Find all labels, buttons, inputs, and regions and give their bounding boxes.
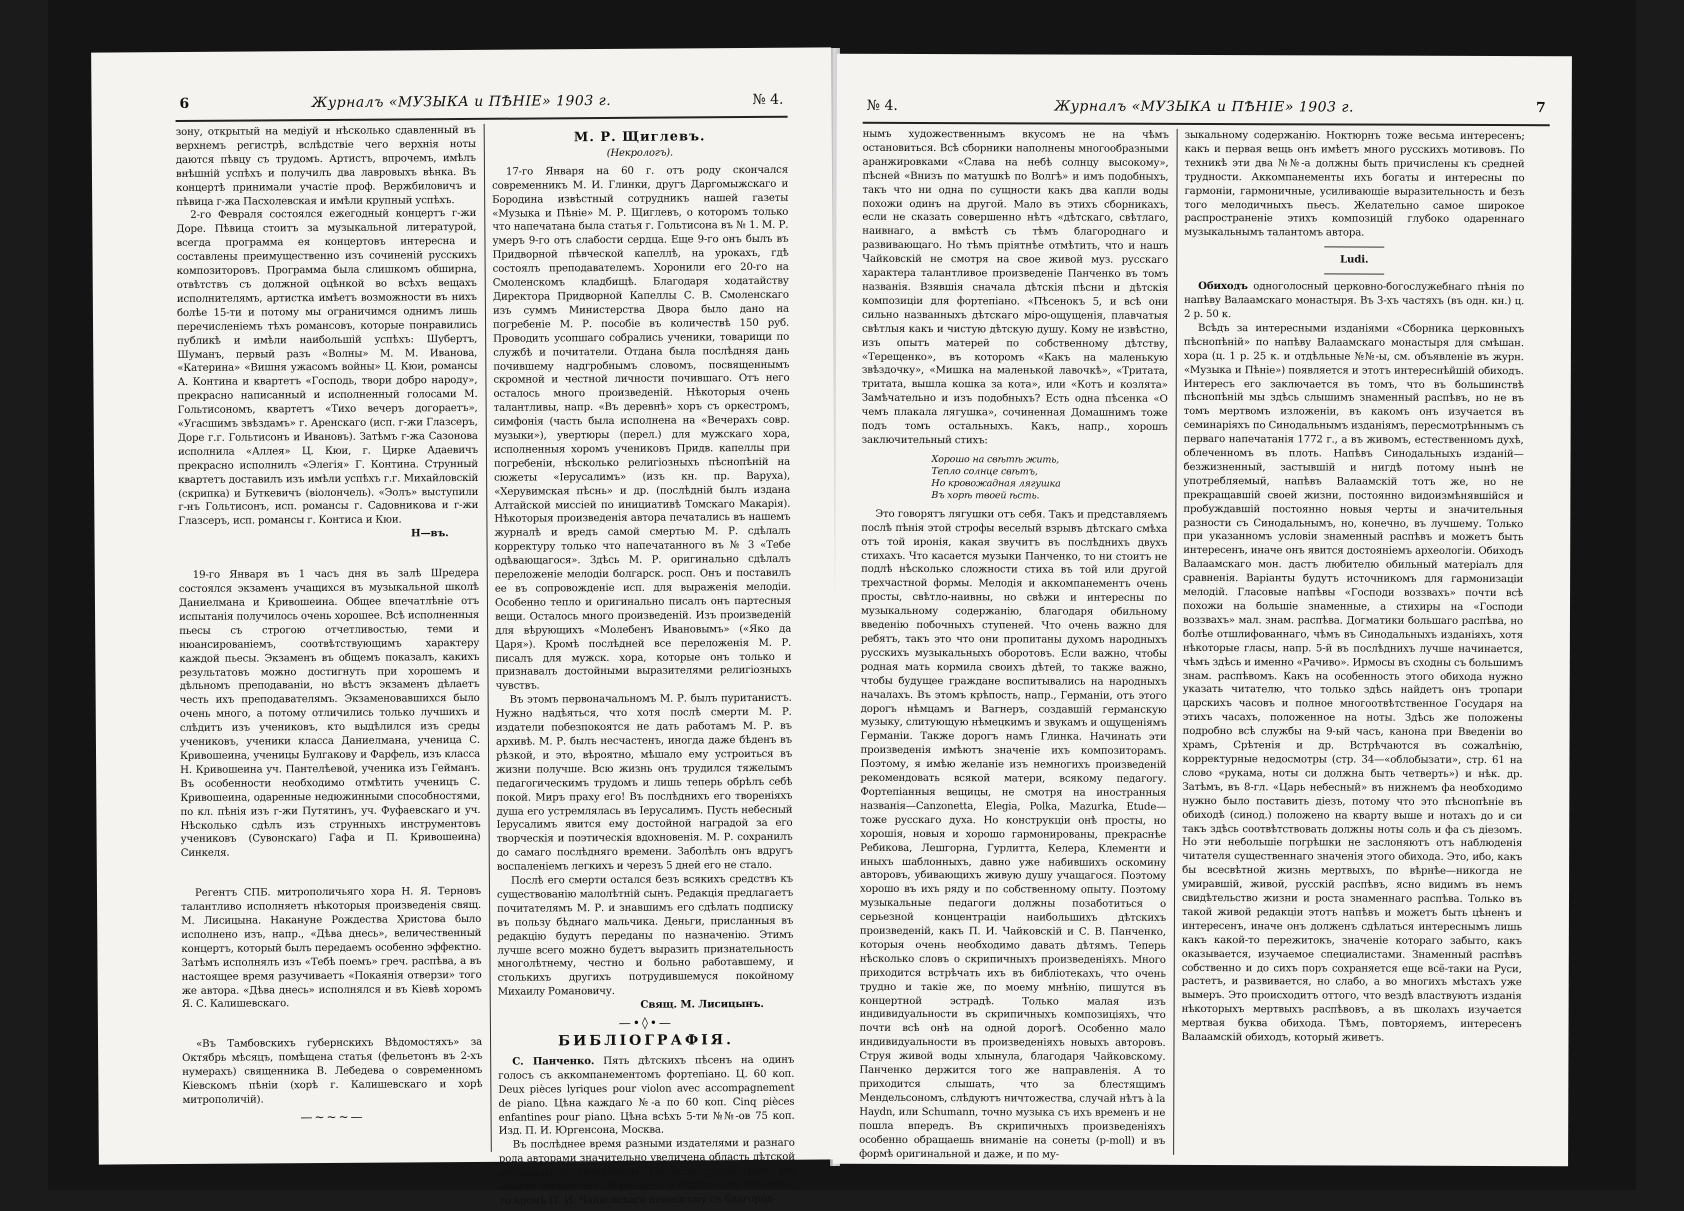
issue-number: № 4. — [752, 91, 784, 108]
column-divider — [484, 124, 492, 1152]
page-number: 6 — [179, 95, 190, 112]
paragraph: зону, открытый на медіуй и нѣсколько сдавленный въ верхнемъ регистрѣ, вслѣдствіе чего верхнія ноты даются пѣвцу съ трудомъ. Артистъ, впрочемъ, имѣлъ внѣшній успѣхъ и получилъ два лавровыхъ вѣнка. Въ концертѣ принимали участіе проф. Вержбиловичъ и пѣвица г-жа Пасхолевская и имѣли крупный успѣхъ. — [175, 124, 477, 208]
left-column-2 — [492, 122, 796, 1207]
bibliography-author: С. Панченко. — [512, 1055, 595, 1068]
right-page — [833, 54, 1572, 1167]
paragraph: 2-го Февраля состоялся ежегодный концертъ г-жи Доре. Пѣвица стоитъ за музыкальной литературой, всегда программа ея концертовъ интересна и составлены преимущественно изъ сочиненій русскихъ композиторовъ. Программа была слишкомъ обширна, отвѣтствъ съ должной оцѣнкой во всѣхъ вещахъ исполнителямъ, артистка имѣетъ возможности въ нихъ болѣе 15-ти и потому мы ограничимся однимъ лишь перечисленіемъ тѣхъ романсовъ, которые понравились публикѣ и имѣли наибольшій успѣхъ: Шубертъ, Шуманъ, первый разъ «Волны» М. М. Иванова, «Катерина» «Вишня ужасомъ войны» Ц. Кюи, романсы А. Контина и квартетъ «Господь, твори добро народу», прекрасно написанный и исполненный голосами М. Гольтисономъ, квартетъ «Тихо вечеръ догораетъ», «Угасшимъ звѣздамъ» г. Аренскаго (исп. г-жи Глазсеръ, Доре г.г. Гольтисонъ и Ивановъ). Затѣмъ г-жа Сазонова исполнила «Аллея» Ц. Кюи, г. Цирке Адаевичъ прекрасно исполнилъ «Элегія» Г. Контина. Струнный квартетъ доставилъ изъ имѣли успѣхъ г.г. Михайловскій (скрипка) и Буткевичъ (віолончель). «Эолъ» выступили г-нъ Гольтисонъ, исп. романсы г. Садовникова и г-жи Глазсеръ, исп. романсы г. Контиса и Кюи. — [176, 208, 479, 528]
right-column-2 — [1181, 129, 1525, 1158]
poem-quote — [931, 454, 1167, 503]
paragraph: Это говорятъ лягушки отъ себя. Такъ и представляемъ послѣ пѣнія этой строфы веселый взрывъ дѣтскаго смѣха отъ той иронія, какая звучитъ въ послѣднихъ двухъ стихахъ. Что касается музыки Панченко, то ни стоитъ не подлѣ нѣсколько сложности стиха въ той или другой трехчастной формы. Мелодія и аккомпанементъ очень просты, свѣтло-наивны, но свѣжи и интересны по музыкальному содержанію, благодаря обильному введенію побочныхъ ступеней. Что очень важно для ребятъ, такъ это что они пропитаны духомъ народныхъ русскихъ музыкальныхъ оборотовъ. Если важно, чтобы родная мать кормила своихъ дѣтей, то также важно, чтобы будущее граждане воспитывались на народныхъ началахъ. Въ этомъ крѣпость, напр., Германіи, отъ этого дорогъ нѣмцамъ и Вагнеръ, создавшій германскую музыку, слитующую нѣмецкимъ и звукамъ и ощущеніямъ Германіи. Также дорогъ намъ Глинка. Начинать эти произведенія имѣютъ значеніе ихъ композиторамъ. Поэтому, я имѣю желаніе изъ немногихъ произведеній рекомендовать всякой матери, всякому педагогу. Фортепіанныя вещицы, не смотря на иностранныя названія—Canzonetta, Elegia, Polka, Mazurka, Etude—тоже русскаго духа. Но конструкціи онѣ просты, но хорошія, новыя и хорошо гармонированы, прекраснѣе Ребикова, Лешгорна, Гурлитта, Келера, Клементи и иныхъ шаблонныхъ, давно уже набившихъ оскомину авторовъ, убивающихъ живую душу учащагося. Поэтому хорошо въ ихъ ряду и по собственному опыту. Поэтому музыкальные педагоги должны позаботиться о серьезной концентраціи наибольшихъ дѣтскихъ произведеній, какъ П. И. Чайковскій и С. В. Панченко, которыя очень необходимо давать дѣтямъ. Теперь нѣсколько словъ о скрипичныхъ произведеніяхъ. Много приходится встрѣчать ихъ въ библіотекахъ, что очень трудно и такіе же, по моему мнѣнію, пишутся въ концертной эстрадѣ. Только малая изъ индивидуальности въ скрипичныхъ композиціяхъ, что почти всѣ онѣ на одной дорогѣ. Особенно мало индивидуальности въ произведеніяхъ новыхъ авторовъ. Струя живой воды хлынула, благодаря Чайковскому. Панченко держится того же направленія. А то приходится слышать, что за блестящимъ Мендельсономъ, слѣдуютъ ничтожества, случай нѣтъ à la Haydn, или Schumann, точно музыка съ ихъ временъ и не пошла впередъ. Въ скрипичныхъ произведеніяхъ особенно обращаешь вниманіе на сонеты (p-moll) и въ формѣ оригинальной и даже, и по му- — [859, 508, 1168, 1161]
bibliography-entry: Пять дѣтскихъ пѣсенъ на одинъ голосъ съ аккомпанементомъ фортепіано. Ц. 60 коп. Deux pièces lyriques pour violon avec accompagnement de piano. Цѣна каждаго №-а по 60 коп. Cinq pièces enfantines pour piano. Цѣна всѣхъ 5-ти №№-ов 75 коп. Изд. П. И. Юргенсона, Москва. — [498, 1054, 795, 1138]
paragraph: Въ этомъ первоначальномъ М. Р. былъ пуританистъ. Нужно надѣяться, что хотя послѣ смерти М. Р. издатели побезпокоятся не дать работамъ М. Р. въ архивѣ. М. Р. былъ несчастенъ, иногда даже бѣденъ въ рѣзкой, и это, вѣроятно, мѣшало ему устроиться въ жизни получше. Всю жизнь онъ трудился тяжелымъ педагогическимъ трудомъ и лишь теперь обрѣлъ себѣ покой. Миръ праху его! Въ послѣднихъ его твореніяхъ душа его устремлялась въ Іерусалимъ. Пусть небесный Іерусалимъ явится ему достойной наградой за его творческія и поэтическія вдохновенія. М. Р. сохранилъ до самаго послѣдняго времени. Заболѣлъ онъ вдругъ воспаленіемъ легкихъ и черезъ 5 дней его не стало. — [495, 692, 793, 873]
right-column-1 — [859, 128, 1169, 1161]
signature: Н—въ. — [410, 527, 449, 540]
bibliography-entry: одноголосный церковно-богослужебнаго пѣнія по напѣву Валаамскаго монастыря. Въ 3-хъ частяхъ (въ одн. кн.) ц. 2 р. 50 к. — [1184, 281, 1525, 321]
header-rule — [863, 122, 1550, 126]
bibliography-title: Обиходъ — [1198, 280, 1248, 293]
paragraph: Регентъ СПБ. митрополичьяго хора Н. Я. Терновъ талантливо исполняетъ нѣкоторыя произведенія свящ. М. Лисицына. Накануне Рождества Христова было исполнено изъ, напр., «Дѣва днесь», величественный концертъ, который былъ передаемъ особенно эффектно. Затѣмъ исполнялъ изъ «Тебѣ поемъ» греч. распѣва, а въ настоящее время разучиваетъ «Покаянія отверзи» того же автора. «Дѣва днесь» исполнялся и въ Кіевѣ хоромъ Я. С. Калишевскаго. — [181, 886, 482, 1011]
right-page-header — [837, 98, 1572, 123]
issue-number: № 4. — [866, 97, 898, 114]
left-page-header — [91, 91, 831, 118]
signature: Свящ. М. Лисицынъ. — [640, 998, 764, 1011]
poem-line: Тепло солнце свѣтъ, — [931, 465, 1038, 478]
left-column-1 — [176, 124, 483, 1156]
journal-title: Журналъ «МУЗЫКА и ПѢНІЕ» 1903 г. — [311, 92, 612, 112]
paragraph: Послѣ его смерти остался безъ всякихъ средствъ къ существованію малолѣтній сынъ. Редакція предлагаетъ почитателямъ М. Р. и знавшимъ его сдѣлать подписку въ пользу бѣднаго мальчика. Деньги, присланныя въ редакцію будутъ переданы по назначенію. Этимъ лучше всего можно будетъ выразить признательность многолѣтнему, честно и больно работавшему, и столькихъ другихъ потрудившемуся покойному Михаилу Романовичу. — [496, 873, 794, 999]
flourish-divider: —~~~— — [300, 1109, 365, 1125]
small-rule — [1324, 247, 1384, 248]
paragraph: Въ послѣднее время разными издателями и разнаго рода авторами значительно увеличена область дѣтской музыкальной литературы. Но если просмотрѣть все многое множество сборниковъ и отдѣльныхъ №№-ровъ, то кромѣ П. И. Чайковскаго немногому съ благород- — [498, 1138, 796, 1207]
paragraph: 19-го Января въ 1 часъ дня въ залѣ Шредера состоялся экзаменъ учащихся въ музыкальной школѣ Даниелмана и Кривошеина. Общее впечатлѣніе отъ испытанія получилось очень хорошее. Всѣ исполненныя пьесы съ строгою отчетливостью, теми и нюансированіемъ, соотвѣтствующимъ характеру каждой пьесы. Экзаменъ въ общемъ показалъ, какихъ результатовъ можно достигнуть при хорошемъ и дѣльномъ преподаваніи, но вѣстъ экзаменъ дѣлаетъ честь ихъ преподавателямъ. Экзаменовавшихся было очень много, а потому отличились только лучшихъ и слѣдитъ изъ учениковъ, кто выдѣлился изъ среды учениковъ, ученики класса Даниелмана, ученица С. Кривошеина, ученицы Булгакову и Фарфель, изъ класса Н. Кривошеина уч. Пантелѣевой, ученика изъ Гейманъ. Въ особенности необходимо отмѣтить ученицъ С. Кривошеина, одаренные недюжинными способностями, по кл. пѣнія изъ г-жи Путятинъ, уч. Фуфаевскаго и уч. Нѣсколько сдѣлъ изъ струнныхъ инструментовъ учениковъ (Сувонскаго) Гафа и П. Кривошеина) Синкеля. — [178, 568, 481, 860]
article-title: М. Р. Щиглевъ. — [573, 129, 706, 146]
journal-title: Журналъ «МУЗЫКА и ПѢНІЕ» 1903 г. — [1054, 98, 1354, 116]
paragraph: Всѣдъ за интересными изданіями «Сборника церковныхъ пѣснопѣній» по напѣву Валаамскаго монастыря для смѣшан. хора (ц. 1 р. 25 к. и отдѣльные №№-ы, см. объявленіе въ журн. «Музыка и Пѣніе») появляется и этотъ интереснѣйшій обиходъ. Интересъ его заключается въ томъ, что въ большинствѣ пѣснопѣній мы здѣсь слышимъ знаменный распѣвъ, но не въ томъ мертвомъ изложеніи, въ какомъ онъ изучается въ семинаріяхъ по Синодальнымъ изданіямъ, пересмотрѣннымъ съ перваго напечатанія 1772 г., а въ живомъ, естественномъ духѣ, облеченномъ въ плоть. Напѣвъ Синодальныхъ изданій—безжизненный, застывшій и нигдѣ потому нынѣ не употребляемый, напѣвъ Валаамскій тотъ же, но не прекращавшій своей жизни, постоянно видоизмѣнявшійся и пробуждавшій постоянно новыя черты и значительныя разности съ Синодальнымъ, но, конечно, въ лучшему. Только при указанномъ условіи знаменный распѣвъ и можетъ быть интересенъ, иначе онъ явится достояніемъ археологіи. Обиходъ Валаамскаго мон. дастъ любителю обильный матеріалъ для сравненія. Варіанты будутъ источникомъ для гармонизаціи мелодій. Гласовые напѣвы «Господи воззвахъ» почти всѣ похожи на большіе знаменные, а стихиры на «Господи воззвахъ» мал. знам. распѣва. Догматики большаго распѣва, но болѣе отшлифованнаго, чѣмъ въ Синодальныхъ изданіяхъ, хотя нѣкоторые гласы, напр. 5-й въ послѣднихъ лучше начинается, чѣмъ здѣсь и именно «Рачиво». Ирмосы въ сходны съ большимъ знам. распѣвомъ. Какъ на особенность этого обихода нужно указать читателю, что только здѣсь найдетъ онъ тропари царскихъ часовъ и полное многоотвѣтственное Государя на этихъ часахъ, положенное на ноты. Здѣсь же положены подробно всѣ службы на 9-ый часъ, канона при Введеніи во храмъ, Срѣтенія и др. Встрѣчаются въ сожалѣнію, корректурные недосмотры (стр. 34—«облобызати», стр. 61 на слово «рукама, ноты си должна быть четверть») и нѣк. др. Затѣмъ, въ 8-гл. «Царь небесный» въ нижнемъ фа необходимо нужно было поставить діезъ, потому что это пѣснопѣніе въ обиходѣ (синод.) положено на кварту выше и нотахъ до и си такъ здѣсь соотвѣтствовать должны ноты соль и фа съ діезомъ. Но эти небольшіе погрѣшки не заслоняютъ отъ наблюденія читателя существеннаго значенія этого обихода. Это, ибо, какъ бы всесвѣтной жизнь мертвыхъ, по вѣрнѣе—никогда не умиравшій, живой, русскій распѣвъ, ясно видимъ въ немъ свидѣтельство жизни и роста знаменнаго распѣва. Только въ такой живой редакціи этотъ напѣвъ и можетъ быть цѣненъ и интересенъ, иначе онъ долженъ сдѣлаться интереснымъ лишь какъ какой-то пережитокъ, значеніе котораго забыто, какъ оказывается, изучаемое специалистами. Знаменный распѣвъ собственно и до сихъ поръ сохраняется еще всё-таки на Руси, растетъ, и развивается, но слабо, а во многихъ мѣстахъ уже вымеръ. Это происходитъ оттого, что вездѣ властвуютъ изданія нѣкоторыхъ мертвыхъ распѣвовъ, а въ школахъ изучается мертвая буква обихода. Тѣмъ, повторяемъ, интересенъ Валаамскій обиходъ, который живетъ. — [1181, 322, 1525, 1044]
flourish-divider: —•◊•— — [618, 1015, 674, 1031]
poem-line: Но кровожадная лягушка — [931, 477, 1061, 490]
signature: Ludi. — [1340, 253, 1369, 266]
small-rule — [1324, 274, 1384, 275]
column-divider — [1173, 129, 1178, 1155]
paragraph: 17-го Января на 60 г. отъ роду скончался современникъ М. И. Глинки, другъ Даргомыжскаго и Бородина извѣстный сотрудникъ нашей газеты «Музыка и Пѣніе» М. Р. Щиглевъ, о которомъ только что напечатана была статья г. Гольтисона въ № 1. М. Р. умеръ 9-го отъ слабости сердца. Еще 9-го онъ былъ въ Придворной пѣвческой капеллѣ, на урокахъ, гдѣ состоялъ преподавателемъ. Хоронили его 20-го на Смоленскомъ кладбищѣ. Благодаря ходатайству Директора Придворной Капеллы С. В. Смоленскаго изъ суммъ Министерства Двора было дано на погребеніе М. Р. пособіе въ количествѣ 150 руб. Проводить усопшаго собрались ученики, товарищи по службѣ и почитатели. Отдана была послѣдняя дань почившему надгробнымъ словомъ, посвященнымъ скромной и честной личности почившаго. Отъ него осталось много произведеній. Нѣкоторыя очень талантливы, напр. «Въ деревнѣ» хоръ съ оркестромъ, симфонія (часть была исполнена на «Вечерахъ совр. музыки»), увертюры (перел.) для мужскаго хора, исполненныя хоромъ учениковъ Придв. капеллы при погребеніи, нѣсколько религіозныхъ пѣснопѣній на сюжеты «Іерусалимъ» (изъ кн. пр. Варуха), «Херувимская пѣснь» и др. (послѣдній былъ издана Алтайской миссіей по инициативѣ Томскаго Макарія). Нѣкоторыя произведенія автора печатались въ нашемъ журналѣ и вредъ самой смертью М. Р. сдѣлалъ корректуру только что напечатанного въ № 3 «Тебе одѣвающагося». Здѣсь М. Р. оригинально сдѣлалъ переложеніе мелодіи болгарск. росп. Онъ и поставилъ ее въ сопровожденіе исп. для выраженія мелодіи. Особенно тепло и оригинально писалъ онъ партесныя вещи. Осталось много произведеній. Изъ произведеній для вѣрующихъ «Молебенъ Ивановымъ» («Яко да Царя»). Кромѣ послѣдней все переложенія М. Р. писалъ для мужск. хора, которые онъ только и признавалъ достойными выразителями религіозныхъ чувствъ. — [492, 164, 792, 693]
paragraph: «Въ Тамбовскихъ губернскихъ Вѣдомостяхъ» за Октябрь мѣсяцъ, помѣщена статья (фельетонъ въ 2-хъ нумерахъ) священника В. Лебедева о современномъ Кіевскомъ пѣніи (хорѣ г. Калишевскаго и хорѣ митрополичій). — [182, 1037, 483, 1106]
paragraph: нымъ художественнымъ вкусомъ не на чѣмъ остановиться. Всѣ сборники наполнены многообразными аранжировками «Слава на небѣ солнцу высокому», пѣсней «Внизъ по матушкѣ по Волгѣ» и имъ подобныхъ, такъ что ни одна по сущности какъ два капли воды похожи одинъ на другой. Мало въ этихъ сборникахъ, если не сказать совершенно нѣтъ «дѣтскаго, свѣтлаго, наивнаго, а вмѣстѣ съ тѣмъ благороднаго и развивающаго. Но тѣмъ пріятнѣе отмѣтить, что и нашъ Чайковскій не смотря на свое живой муз. русскаго характера талантливое произведеніе Панченко въ томъ названія. Взявшія сначала дѣтскія пѣсни и дѣтскія композиціи для фортепіано. «Пѣсенокъ 5, и всѣ они сильно названныхъ дѣтскаго міро-ощущенія, плавчатыя свѣтлыя какъ и чистую дѣтскую душу. Кому не извѣстно, изъ опытъ матерей по собственному дѣтству, «Терещенко», въ которомъ «Какъ на маленькую звѣздочку», «Мишка на маленькой лавочкѣ», «Тритата, тритата, вышла кошка за кота», или «Котъ и козлята» Замѣчательно и изъ подобныхъ? Есть одна пѣсенка «О чемъ плакала лягушка», сочиненная Домашнимъ тоже подъ томъ остальныхъ. Какъ, напр., хорошъ заключительный стихъ: — [861, 128, 1169, 447]
poem-line: Хорошо на свѣтѣ жить, — [931, 453, 1060, 466]
poem-line: Въ хорѣ твоей ѣсть. — [931, 489, 1040, 502]
article-subtitle: (Некрологъ). — [606, 147, 674, 159]
page-number: 7 — [1535, 100, 1546, 117]
section-title: БИБЛІОГРАФІЯ. — [558, 1032, 735, 1050]
left-page — [91, 47, 839, 1207]
paragraph: зыкальному содержанію. Ноктюрнъ тоже весьма интересенъ; какъ и первая вещь онъ имѣетъ много русскихъ мотивовъ. По техникѣ эти два №№-а должны быть причислены къ средней трудности. Аккомпанементы ихъ богаты и интересны по гармоніи, гармоничные, усиливающіе выразительность и безъ того мелодичныхъ пьесъ. Желательно самое широкое распространеніе этихъ композицій глубоко одареннаго музыкальнымъ талантомъ автора. — [1184, 129, 1525, 239]
